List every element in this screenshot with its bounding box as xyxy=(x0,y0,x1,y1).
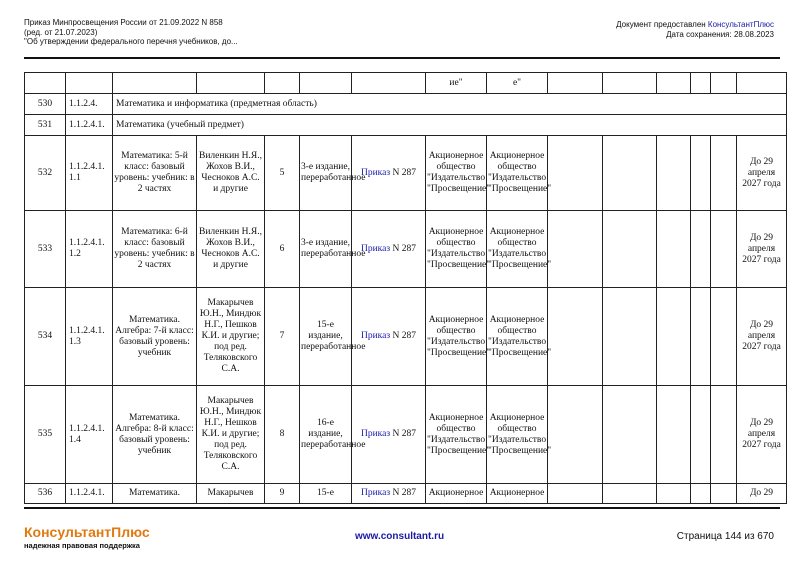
grade: 5 xyxy=(265,136,300,211)
logo-tagline: надежная правовая поддержка xyxy=(24,541,140,550)
row-number: 533 xyxy=(25,211,66,288)
order-number: N 287 xyxy=(390,331,416,341)
provided-text: Документ предоставлен xyxy=(616,20,708,29)
valid-until: До 29 апреля 2027 года xyxy=(737,288,787,386)
publisher-2: Акционерное общество "Издательство "Просвещение" xyxy=(487,386,548,484)
edition: 15-е издание, переработанное xyxy=(300,288,352,386)
row-code: 1.1.2.4.1. xyxy=(66,115,113,136)
order-cell xyxy=(352,136,426,211)
publisher: Акционерное общество "Издательство "Просвещение" xyxy=(426,288,487,386)
table-row xyxy=(25,484,787,504)
table-row xyxy=(25,73,787,94)
publisher: Акционерное общество "Издательство "Просвещение" xyxy=(426,211,487,288)
row-code: 1.1.2.4.1. xyxy=(66,484,113,504)
order-link[interactable]: Приказ xyxy=(360,331,391,341)
order-number: N 287 xyxy=(390,488,416,498)
publisher-cell: ие" xyxy=(426,73,487,94)
document-header-left xyxy=(24,18,238,47)
valid-until: До 29 апреля 2027 года xyxy=(737,211,787,288)
row-number: 535 xyxy=(25,386,66,484)
book-title: Математика: 5-й класс: базовый уровень: учебник: в 2 частях xyxy=(113,136,197,211)
order-cell xyxy=(352,484,426,504)
grade: 7 xyxy=(265,288,300,386)
row-code: 1.1.2.4.1. 1.1 xyxy=(66,136,113,211)
authors: Макарычев Ю.Н., Миндюк Н.Г., Пешков К.И. и другие; под ред. Теляковского С.А. xyxy=(197,288,265,386)
edition: 15-е xyxy=(300,484,352,504)
valid-until: До 29 xyxy=(737,484,787,504)
row-number: 536 xyxy=(25,484,66,504)
order-cell xyxy=(352,386,426,484)
header-line: (ред. от 21.07.2023) xyxy=(24,27,98,37)
header-line: "Об утверждении федерального перечня учебников, до... xyxy=(24,37,238,46)
order-link[interactable]: Приказ xyxy=(360,167,391,178)
authors: Виленкин Н.Я., Жохов В.И., Чесноков А.С. и другие xyxy=(197,211,265,288)
order-link[interactable]: Приказ xyxy=(360,429,391,439)
save-date: Дата сохранения: 28.08.2023 xyxy=(666,29,774,39)
publisher-2: Акционерное общество "Издательство "Просвещение" xyxy=(487,288,548,386)
publisher: Акционерное общество "Издательство "Просвещение" xyxy=(426,136,487,211)
textbook-table xyxy=(24,72,787,504)
table-row xyxy=(25,288,787,386)
row-code: 1.1.2.4.1. 1.4 xyxy=(66,386,113,484)
book-title: Математика. Алгебра: 7-й класс: базовый уровень: учебник xyxy=(113,288,197,386)
footer-divider xyxy=(24,507,780,509)
table-row xyxy=(25,386,787,484)
row-code: 1.1.2.4.1. 1.3 xyxy=(66,288,113,386)
order-number: N 287 xyxy=(390,167,416,178)
valid-until: До 29 апреля 2027 года xyxy=(737,386,787,484)
row-number: 532 xyxy=(25,136,66,211)
section-title: Математика (учебный предмет) xyxy=(113,115,787,136)
authors: Макарычев xyxy=(197,484,265,504)
order-link[interactable]: Приказ xyxy=(360,243,391,254)
header-line: Приказ Минпросвещения России от 21.09.2022 N 858 xyxy=(24,18,223,27)
section-row xyxy=(25,94,787,115)
publisher-cell: е" xyxy=(487,73,548,94)
publisher-2: Акционерное общество "Издательство "Просвещение" xyxy=(487,211,548,288)
brand-link[interactable]: КонсультантПлюс xyxy=(707,20,774,29)
order-number: N 287 xyxy=(390,243,416,254)
row-code: 1.1.2.4. xyxy=(66,94,113,115)
grade: 6 xyxy=(265,211,300,288)
authors: Макарычев Ю.Н., Миндюк Н.Г., Нешков К.И. и другие; под ред. Теляковского С.А. xyxy=(197,386,265,484)
authors: Виленкин Н.Я., Жохов В.И., Чесноков А.С. и другие xyxy=(197,136,265,211)
document-header-right xyxy=(616,20,774,39)
edition: 3-е издание, переработанное xyxy=(300,136,352,211)
consultant-logo: КонсультантПлюс xyxy=(24,524,150,540)
order-number: N 287 xyxy=(390,429,416,439)
row-number: 531 xyxy=(25,115,66,136)
publisher-2: Акционерное общество "Издательство "Просвещение" xyxy=(487,136,548,211)
book-title: Математика: 6-й класс: базовый уровень: учебник: в 2 частях xyxy=(113,211,197,288)
book-title: Математика. xyxy=(113,484,197,504)
publisher: Акционерное xyxy=(426,484,487,504)
section-title: Математика и информатика (предметная область) xyxy=(113,94,787,115)
order-cell xyxy=(352,211,426,288)
book-title: Математика. Алгебра: 8-й класс: базовый уровень: учебник xyxy=(113,386,197,484)
edition: 16-е издание, переработанное xyxy=(300,386,352,484)
publisher: Акционерное общество "Издательство "Просвещение" xyxy=(426,386,487,484)
row-code: 1.1.2.4.1. 1.2 xyxy=(66,211,113,288)
website-link[interactable]: www.consultant.ru xyxy=(355,531,445,542)
row-number: 530 xyxy=(25,94,66,115)
page-number: Страница 144 из 670 xyxy=(676,531,774,542)
grade: 8 xyxy=(265,386,300,484)
row-number: 534 xyxy=(25,288,66,386)
order-cell xyxy=(352,288,426,386)
order-link[interactable]: Приказ xyxy=(360,488,391,498)
table-row xyxy=(25,136,787,211)
valid-until: До 29 апреля 2027 года xyxy=(737,136,787,211)
header-divider xyxy=(24,57,780,59)
grade: 9 xyxy=(265,484,300,504)
section-row xyxy=(25,115,787,136)
edition: 3-е издание, переработанное xyxy=(300,211,352,288)
publisher-2: Акционерное xyxy=(487,484,548,504)
table-row xyxy=(25,211,787,288)
